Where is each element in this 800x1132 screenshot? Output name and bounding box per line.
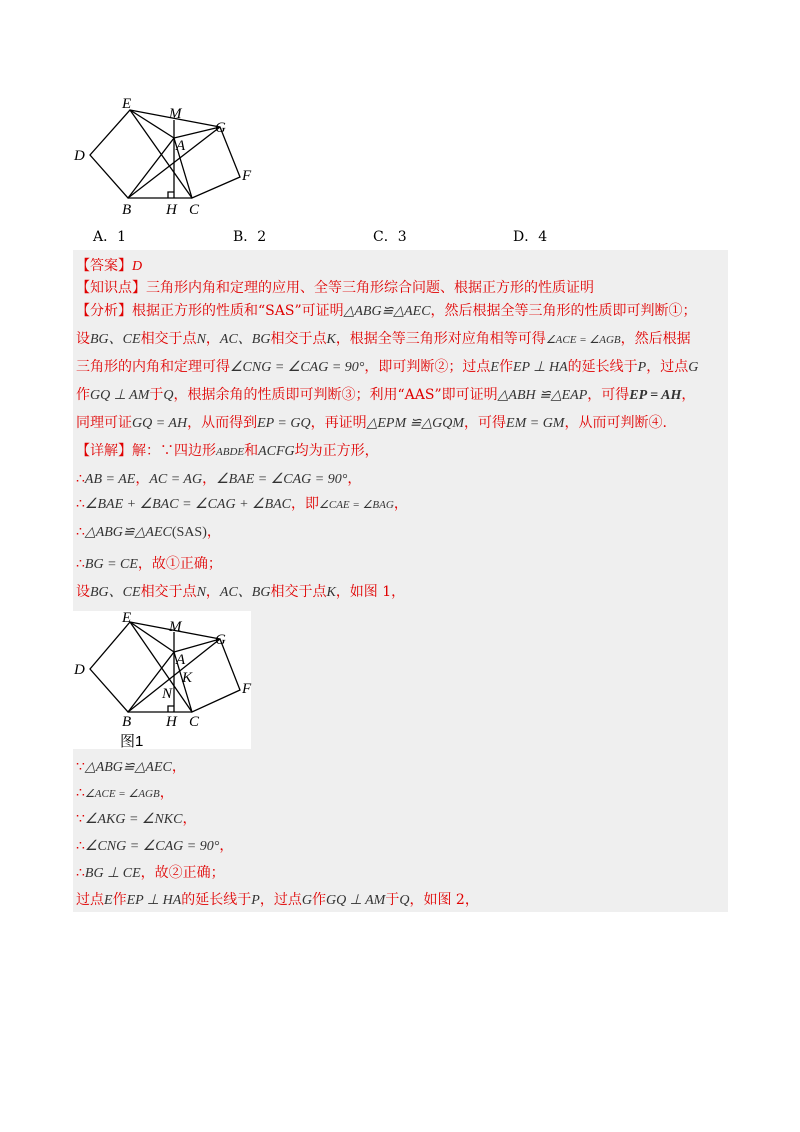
- math: P: [637, 360, 647, 375]
- math: G: [688, 360, 699, 375]
- knowledge-text: 三角形内角和定理的应用、全等三角形综合问题、根据正方形的性质证明: [146, 280, 594, 296]
- analysis-line-1: [76, 301, 697, 322]
- text: 相交于点: [140, 331, 197, 347]
- label-E: E: [122, 98, 132, 112]
- math: N: [196, 585, 206, 600]
- answer-tag: 【答案】: [76, 258, 132, 274]
- label-N: N: [162, 686, 173, 702]
- label-D: D: [74, 148, 85, 164]
- text: 设: [76, 331, 90, 347]
- detail-line-6: [76, 582, 405, 603]
- text: ，: [135, 471, 150, 487]
- detail-line-1: [76, 441, 379, 462]
- label-H: H: [166, 714, 177, 730]
- detail2-line-1: [76, 757, 186, 778]
- math: AB = AE: [84, 472, 136, 487]
- text: ，根据全等三角形对应角相等可得: [335, 331, 546, 347]
- detail-line-3: [76, 494, 408, 515]
- detail2-line-6: [76, 890, 479, 911]
- text: 于: [385, 892, 400, 908]
- geometry-figure-1: [70, 612, 254, 750]
- text: ，: [205, 584, 220, 600]
- text: ，: [171, 759, 186, 775]
- math: EP = AH: [629, 388, 682, 403]
- text: ∵: [76, 759, 85, 775]
- label-E: E: [122, 612, 132, 626]
- label-F: F: [242, 168, 252, 184]
- text: ∴: [76, 865, 85, 881]
- math: (SAS): [171, 525, 207, 540]
- math: ∠CNG = ∠CAG = 90°: [84, 839, 220, 854]
- option-a: A．1: [93, 229, 127, 245]
- text: ，: [182, 811, 197, 827]
- math: △ABG≌△AEC: [84, 525, 172, 540]
- text: ，: [205, 331, 220, 347]
- text: ，: [206, 524, 221, 540]
- text: ，: [347, 471, 362, 487]
- math: EM = GM: [506, 416, 565, 431]
- math: BG ⊥ CE: [84, 866, 141, 881]
- math: △ABG≌△AEC: [343, 304, 431, 319]
- text: ，: [219, 838, 234, 854]
- text: 的延长线于: [181, 892, 252, 908]
- text: 相交于点: [270, 331, 327, 347]
- label-G: G: [215, 120, 226, 136]
- label-B: B: [122, 714, 132, 730]
- math: N: [196, 332, 206, 347]
- text: ，故①正确；: [137, 556, 222, 572]
- text: ，: [393, 496, 408, 512]
- label-M: M: [169, 619, 182, 635]
- option-d: D．4: [513, 229, 548, 245]
- label-B: B: [122, 202, 132, 218]
- text: ，即: [291, 496, 320, 512]
- analysis-line-5: [76, 413, 667, 434]
- text: ，可得: [587, 387, 630, 403]
- figure-1-svg: [70, 612, 254, 750]
- math: K: [326, 585, 336, 600]
- text: 作: [311, 892, 326, 908]
- text: ∴: [76, 496, 85, 512]
- text: 于: [149, 387, 164, 403]
- answer-value: D: [132, 259, 143, 274]
- label-K: K: [182, 670, 193, 686]
- math: AC、BG: [219, 585, 271, 600]
- text: ，然后根据: [620, 331, 691, 347]
- math: GQ = AH: [132, 416, 188, 431]
- detail-line-2: [76, 469, 361, 490]
- detail2-line-2: [76, 783, 174, 804]
- math: △ABH ≌△EAP: [497, 388, 588, 403]
- math: G: [301, 893, 312, 908]
- math: ∠CNG = ∠CAG = 90°: [230, 360, 365, 375]
- label-D: D: [74, 662, 85, 678]
- label-H: H: [166, 202, 177, 218]
- math: AC = AG: [149, 472, 203, 487]
- text: ，可得: [464, 415, 507, 431]
- label-A: A: [176, 652, 186, 668]
- math: ABDE: [216, 446, 245, 458]
- math: EP ⊥ HA: [126, 893, 182, 908]
- text: 作: [498, 359, 513, 375]
- math: E: [104, 893, 113, 908]
- text: ∵: [76, 811, 85, 827]
- detail-line-4: [76, 522, 221, 543]
- math: ∠BAE = ∠CAG = 90°: [216, 472, 348, 487]
- text: 设: [76, 584, 90, 600]
- text: 根据正方形的性质和“SAS”可证明: [132, 303, 344, 319]
- math: BG、CE: [90, 585, 141, 600]
- math: BG = CE: [84, 557, 138, 572]
- text: ，过点: [259, 892, 302, 908]
- analysis-tag: 【分析】: [76, 303, 132, 319]
- text: ，然后根据全等三角形的性质即可判断①；: [430, 303, 697, 319]
- text: 均为正方形，: [294, 443, 379, 459]
- label-A: A: [176, 138, 186, 154]
- math: Q: [399, 893, 410, 908]
- label-F: F: [242, 681, 252, 697]
- math: ∠ACE = ∠AGB: [545, 334, 621, 346]
- analysis-line-4: [76, 385, 695, 406]
- math: Q: [163, 388, 174, 403]
- math: EP = GQ: [257, 416, 311, 431]
- text: ，根据余角的性质即可判断③；利用“AAS”即可证明: [173, 387, 498, 403]
- text: ，从而可判断④.: [564, 415, 667, 431]
- figure-1-caption: 图1: [120, 733, 144, 750]
- text: ，从而得到: [187, 415, 258, 431]
- text: ，: [202, 471, 217, 487]
- text: ，过点: [646, 359, 689, 375]
- math: P: [251, 893, 260, 908]
- math: EP ⊥ HA: [512, 360, 568, 375]
- math: AC、BG: [219, 332, 271, 347]
- math: K: [326, 332, 336, 347]
- text: ∴: [76, 838, 85, 854]
- text: 同理可证: [76, 415, 132, 431]
- math: E: [490, 360, 499, 375]
- text: 作: [76, 387, 90, 403]
- geometry-figure-top: [70, 98, 270, 218]
- text: 解：∵四边形: [132, 443, 216, 459]
- figure-top-svg: [70, 98, 270, 218]
- option-c: C．3: [373, 229, 407, 245]
- text: 和: [244, 443, 259, 459]
- answer-options: [93, 226, 733, 246]
- math: ∠BAE + ∠BAC = ∠CAG + ∠BAC: [84, 497, 292, 512]
- math: ∠ACE = ∠AGB: [84, 788, 160, 800]
- text: ，即可判断②；过点: [364, 359, 491, 375]
- text: ，: [681, 387, 696, 403]
- knowledge-tag: 【知识点】: [76, 280, 146, 296]
- option-b: B．2: [233, 229, 267, 245]
- text: ，故②正确；: [140, 865, 225, 881]
- detail-line-5: [76, 554, 222, 575]
- text: ，: [159, 785, 174, 801]
- detail2-line-5: [76, 863, 225, 884]
- label-G: G: [215, 632, 226, 648]
- detail2-line-4: [76, 836, 233, 857]
- answer-line: [76, 256, 142, 277]
- text: ∴: [76, 471, 85, 487]
- analysis-line-2: [76, 329, 691, 350]
- label-C: C: [189, 714, 200, 730]
- detail2-line-3: [76, 809, 196, 830]
- math: GQ ⊥ AM: [325, 893, 386, 908]
- knowledge-line: [76, 278, 594, 298]
- text: ∴: [76, 556, 85, 572]
- math: ACFG: [258, 444, 295, 459]
- label-M: M: [169, 106, 182, 122]
- math: BG、CE: [90, 332, 141, 347]
- math: ∠CAE = ∠BAG: [319, 499, 394, 511]
- label-C: C: [189, 202, 200, 218]
- text: 作: [112, 892, 127, 908]
- text: 相交于点: [140, 584, 197, 600]
- text: ，如图 1，: [335, 584, 406, 600]
- text: 的延长线于: [567, 359, 638, 375]
- text: ∴: [76, 785, 85, 801]
- text: ，再证明: [310, 415, 367, 431]
- detail-tag: 【详解】: [76, 443, 132, 459]
- text: 相交于点: [270, 584, 327, 600]
- math: ∠AKG = ∠NKC: [84, 812, 183, 827]
- text: ∴: [76, 524, 85, 540]
- analysis-line-3: [76, 357, 698, 378]
- text: 过点: [76, 892, 104, 908]
- math: GQ ⊥ AM: [90, 388, 150, 403]
- math: △ABG≌△AEC: [84, 760, 172, 775]
- text: ，如图 2，: [409, 892, 479, 908]
- text: 三角形的内角和定理可得: [76, 359, 230, 375]
- math: △EPM ≌△GQM: [366, 416, 465, 431]
